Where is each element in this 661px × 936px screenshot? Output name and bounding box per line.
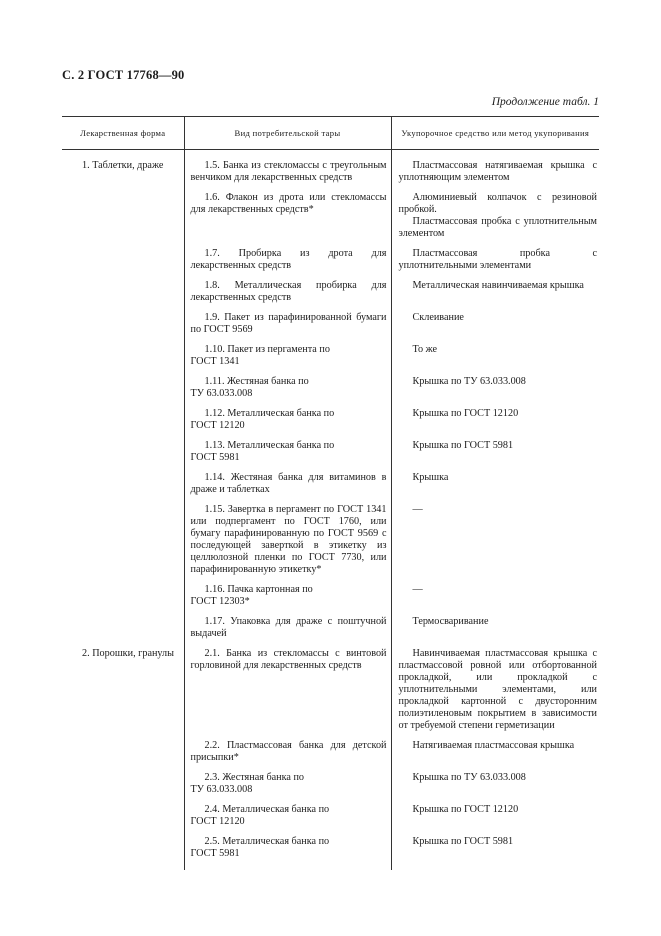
dosage-form-cell: 2. Порошки, гранулы <box>82 648 174 659</box>
closure-method-text: Крышка по ГОСТ 5981 <box>412 440 514 451</box>
closure-method-cell <box>391 371 599 403</box>
container-type-text: 1.7. Пробирка из дрота для лекарственных средств <box>190 248 387 271</box>
table-row <box>62 799 599 831</box>
container-type-line: 2.4. Металлическая банка по <box>204 804 330 815</box>
container-type-line: 1.13. Металлическая банка по <box>204 440 335 451</box>
container-type-text: 1.5. Банка из стекломассы с треугольным венчиком для лекарственных средств <box>190 160 387 183</box>
dosage-form-cell <box>62 187 184 243</box>
closure-method-text: Крышка по ГОСТ 12120 <box>412 408 519 419</box>
closure-method-text: Натягиваемая пластмассовая крышка <box>412 740 575 751</box>
table-row <box>62 499 599 579</box>
closure-method-cell <box>391 403 599 435</box>
closure-method-cell <box>391 499 599 579</box>
container-type-cell <box>184 307 391 339</box>
closure-method-text: Склеивание <box>412 312 464 323</box>
dosage-form-cell <box>62 799 184 831</box>
closure-method-cell <box>391 150 599 188</box>
closure-method-cell <box>391 467 599 499</box>
container-type-cell <box>184 243 391 275</box>
closure-method-text: — <box>412 584 423 595</box>
table-row <box>62 611 599 643</box>
table-row <box>62 150 599 188</box>
closure-method-cell <box>391 831 599 870</box>
closure-method-text: Навинчиваемая пластмассовая крышка с пластмассовой ровной или отбортованной прокладкой, или прокладкой с уплотнительными элементами, или прокладкой картонной с двусторонним полиэтиленовым покрытием в зависимости от требуемой степени герметизации <box>398 648 597 731</box>
table-row <box>62 275 599 307</box>
closure-method-cell <box>391 339 599 371</box>
closure-method-text: Металлическая навинчиваемая крышка <box>412 280 584 291</box>
dosage-form-cell <box>62 611 184 643</box>
table-row <box>62 643 599 735</box>
container-type-cell <box>184 579 391 611</box>
container-type-text: 1.8. Металлическая пробирка для лекарственных средств <box>190 280 387 303</box>
closure-method-text: То же <box>412 344 438 355</box>
closure-method-cell <box>391 187 599 243</box>
container-type-cell <box>184 611 391 643</box>
container-type-line: ГОСТ 1341 <box>190 356 240 367</box>
container-type-cell <box>184 339 391 371</box>
container-type-line: ГОСТ 12303* <box>190 596 250 607</box>
dosage-form-cell <box>62 275 184 307</box>
closure-method-text: Крышка по ТУ 63.033.008 <box>412 772 526 783</box>
table-row <box>62 735 599 767</box>
table-header-row <box>62 117 599 150</box>
table-row <box>62 371 599 403</box>
dosage-form-cell <box>62 767 184 799</box>
container-type-cell <box>184 435 391 467</box>
closure-method-cell <box>391 307 599 339</box>
dosage-form-cell <box>62 435 184 467</box>
closure-method-text: Пластмассовая пробка с уплотнительными элементами <box>398 248 597 271</box>
container-type-line: 1.10. Пакет из пергамента по <box>204 344 330 355</box>
closure-method-cell <box>391 799 599 831</box>
container-type-cell <box>184 831 391 870</box>
dosage-form-cell <box>62 243 184 275</box>
table-row <box>62 307 599 339</box>
closure-method-cell <box>391 275 599 307</box>
closure-method-text: Пластмассовая натягиваемая крышка с уплотняющим элементом <box>398 160 597 183</box>
closure-method-cell <box>391 579 599 611</box>
closure-method-text: Крышка по ГОСТ 5981 <box>412 836 514 847</box>
page-header: С. 2 ГОСТ 17768—90 <box>62 68 185 82</box>
container-type-line: ГОСТ 5981 <box>190 452 240 463</box>
table-row <box>62 435 599 467</box>
closure-method-cell <box>391 767 599 799</box>
table-row <box>62 339 599 371</box>
packaging-table <box>62 116 599 870</box>
container-type-cell <box>184 799 391 831</box>
closure-method-text: Пластмассовая пробка с уплотнительным элементом <box>398 216 597 239</box>
container-type-text: 2.1. Банка из стекломассы с винтовой горловиной для лекарственных средств <box>190 648 387 671</box>
table-row <box>62 467 599 499</box>
container-type-text: 1.6. Флакон из дрота или стекломассы для лекарственных средств* <box>190 192 387 215</box>
closure-method-text: Крышка <box>412 472 449 483</box>
closure-method-text: Крышка по ТУ 63.033.008 <box>412 376 526 387</box>
closure-method-cell <box>391 611 599 643</box>
closure-method-cell <box>391 643 599 735</box>
container-type-cell <box>184 403 391 435</box>
container-type-text: 1.9. Пакет из парафинированной бумаги по ГОСТ 9569 <box>190 312 387 335</box>
closure-method-text: Алюминиевый колпачок с резиновой пробкой. <box>398 192 597 215</box>
dosage-form-cell <box>62 339 184 371</box>
container-type-cell <box>184 150 391 188</box>
table-row <box>62 831 599 870</box>
table-row <box>62 579 599 611</box>
container-type-cell <box>184 275 391 307</box>
dosage-form-cell <box>62 499 184 579</box>
container-type-line: 2.3. Жестяная банка по <box>204 772 305 783</box>
container-type-cell <box>184 735 391 767</box>
header-dosage-form: Лекарственная форма <box>62 117 184 150</box>
container-type-line: ГОСТ 5981 <box>190 848 240 859</box>
dosage-form-cell <box>62 467 184 499</box>
container-type-cell <box>184 187 391 243</box>
header-closure-method: Укупорочное средство или метод укупоривания <box>391 117 599 150</box>
dosage-form-cell <box>62 371 184 403</box>
container-type-text: 2.2. Пластмассовая банка для детской присыпки* <box>190 740 387 763</box>
container-type-line: ТУ 63.033.008 <box>190 388 253 399</box>
table-row <box>62 243 599 275</box>
container-type-text: 1.14. Жестяная банка для витаминов в драже и таблетках <box>190 472 387 495</box>
container-type-line: 1.12. Металлическая банка по <box>204 408 335 419</box>
container-type-cell <box>184 767 391 799</box>
container-type-line: 1.11. Жестяная банка по <box>204 376 309 387</box>
table-body <box>62 150 599 871</box>
container-type-line: ГОСТ 12120 <box>190 816 245 827</box>
dosage-form-cell: 1. Таблетки, драже <box>82 160 164 171</box>
container-type-text: 1.15. Завертка в пергамент по ГОСТ 1341 или подпергамент по ГОСТ 1760, или бумагу парафинированную по ГОСТ 9569 с последующей заверткой в этикетку из целлюлозной пленки по ГОСТ 7730, или парафинированную этикетку* <box>190 504 387 575</box>
closure-method-cell <box>391 243 599 275</box>
container-type-cell <box>184 499 391 579</box>
table-row <box>62 187 599 243</box>
container-type-cell <box>184 467 391 499</box>
dosage-form-cell <box>62 307 184 339</box>
container-type-line: ГОСТ 12120 <box>190 420 245 431</box>
container-type-cell <box>184 643 391 735</box>
closure-method-text: — <box>412 504 423 515</box>
table-row <box>62 403 599 435</box>
closure-method-cell <box>391 735 599 767</box>
header-container-type: Вид потребительской тары <box>184 117 391 150</box>
closure-method-text: Термосваривание <box>412 616 489 627</box>
table-row <box>62 767 599 799</box>
dosage-form-cell <box>62 403 184 435</box>
container-type-line: 2.5. Металлическая банка по <box>204 836 330 847</box>
container-type-line: 1.16. Пачка картонная по <box>204 584 313 595</box>
closure-method-cell <box>391 435 599 467</box>
dosage-form-cell <box>62 831 184 870</box>
dosage-form-cell <box>62 735 184 767</box>
container-type-cell <box>184 371 391 403</box>
table-continuation-label: Продолжение табл. 1 <box>491 96 599 108</box>
container-type-text: 1.17. Упаковка для драже с поштучной выдачей <box>190 616 387 639</box>
closure-method-text: Крышка по ГОСТ 12120 <box>412 804 519 815</box>
dosage-form-cell <box>62 579 184 611</box>
container-type-line: ТУ 63.033.008 <box>190 784 253 795</box>
